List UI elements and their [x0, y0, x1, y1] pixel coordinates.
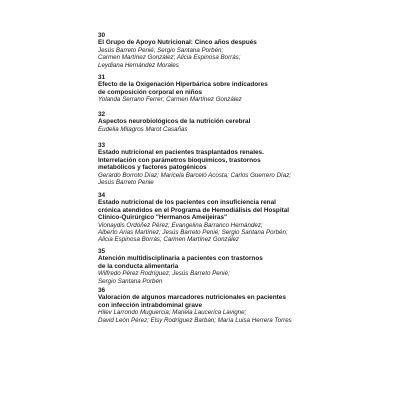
author-line: Wilfredo Pérez Rodríguez; Jesús Barreto Penié;	[98, 270, 230, 278]
author-line: Hilev Larrondo Muguercia; Mariela Laucerica Lavigne;	[98, 309, 247, 317]
author-line: Vionaydis Ordóñez Pérez; Evangelina Barranco Hernández;	[98, 221, 263, 229]
entry-number: 31	[98, 74, 106, 81]
entry-authors	[98, 172, 291, 187]
entry-authors	[98, 126, 250, 133]
entry-number: 35	[98, 248, 106, 255]
entry-title	[98, 255, 263, 270]
author-line: David León Pérez; Elsy Rodríguez Barbán; María Luisa Herrera Torres	[98, 316, 292, 324]
author-line: Leydiana Hernández Morales	[98, 61, 179, 69]
entry-number: 34	[98, 192, 106, 199]
entry-number: 32	[98, 111, 106, 118]
title-line: de la conducta alimentaria	[98, 262, 179, 270]
title-line: Valoración de algunos marcadores nutricionales en pacientes	[98, 294, 286, 302]
toc-entry-36[interactable]	[98, 287, 292, 324]
entry-title	[98, 118, 250, 125]
title-line: Efecto de la Oxigenación Hiperbárica sobre indicadores	[98, 81, 268, 89]
entry-authors	[98, 47, 257, 69]
title-line: Atención multidisciplinaria a pacientes con trastornos	[98, 255, 263, 263]
author-line: Gerardo Borroto Díaz; Maricela Barceló Acosta; Carlos Guerrero Díaz;	[98, 171, 292, 179]
entry-number: 30	[98, 32, 106, 39]
title-line: Interrelación con parámetros bioquímicos, trastornos	[98, 156, 261, 164]
author-line: Eudelia Milagros Marot Casañas	[98, 125, 188, 133]
title-line: Aspectos neurobiológicos de la nutrición cerebral	[98, 118, 251, 126]
toc-entry-34[interactable]	[98, 192, 289, 244]
toc-entry-33[interactable]	[98, 142, 291, 186]
entry-authors	[98, 96, 268, 103]
author-line: Sergio Santana Porbén	[98, 277, 163, 285]
title-line: de composición corporal en niños	[98, 88, 203, 96]
author-line: Alberto Arias Martínez; Jesús Barreto Penié; Sergio Santana Porbén;	[98, 229, 288, 237]
toc-entry-30[interactable]	[98, 32, 257, 69]
entry-number: 33	[98, 142, 106, 149]
title-line: Estado nutricional de los pacientes con insuficiencia renal	[98, 199, 276, 207]
entry-authors	[98, 222, 289, 244]
author-line: Jesús Barreto Penie	[98, 179, 154, 187]
entry-title	[98, 294, 292, 309]
title-line: El Grupo de Apoyo Nutricional: Cinco años después	[98, 39, 257, 47]
toc-entry-32[interactable]	[98, 111, 250, 133]
entry-title	[98, 81, 268, 96]
title-line: con infección intrabdominal grave	[98, 301, 203, 309]
author-line: Jesús Barreto Penié; Sergio Santana Porbén;	[98, 46, 224, 54]
author-line: Carmen Martínez González; Alicia Espinosa Borrás;	[98, 54, 241, 62]
author-line: Yolanda Serrano Ferrer; Carmen Martínez González	[98, 96, 242, 104]
entry-title	[98, 149, 291, 171]
entry-title	[98, 199, 289, 221]
title-line: metabólicos y factores patogénicos	[98, 164, 207, 172]
entry-title	[98, 39, 257, 46]
title-line: crónica atendidos en el Programa de Hemodiálisis del Hospital	[98, 206, 290, 214]
toc-entry-31[interactable]	[98, 74, 268, 104]
entry-authors	[98, 270, 263, 285]
entry-number: 36	[98, 287, 106, 294]
title-line: Estado nutricional en pacientes trasplantados renales.	[98, 149, 264, 157]
author-line: Alicia Espinosa Borrás; Carmen Martínez González	[98, 236, 239, 244]
title-line: Clínico-Quirúrgico "Hermanos Ameijeiras"	[98, 214, 228, 222]
entry-authors	[98, 309, 292, 324]
toc-entry-35[interactable]	[98, 248, 263, 285]
